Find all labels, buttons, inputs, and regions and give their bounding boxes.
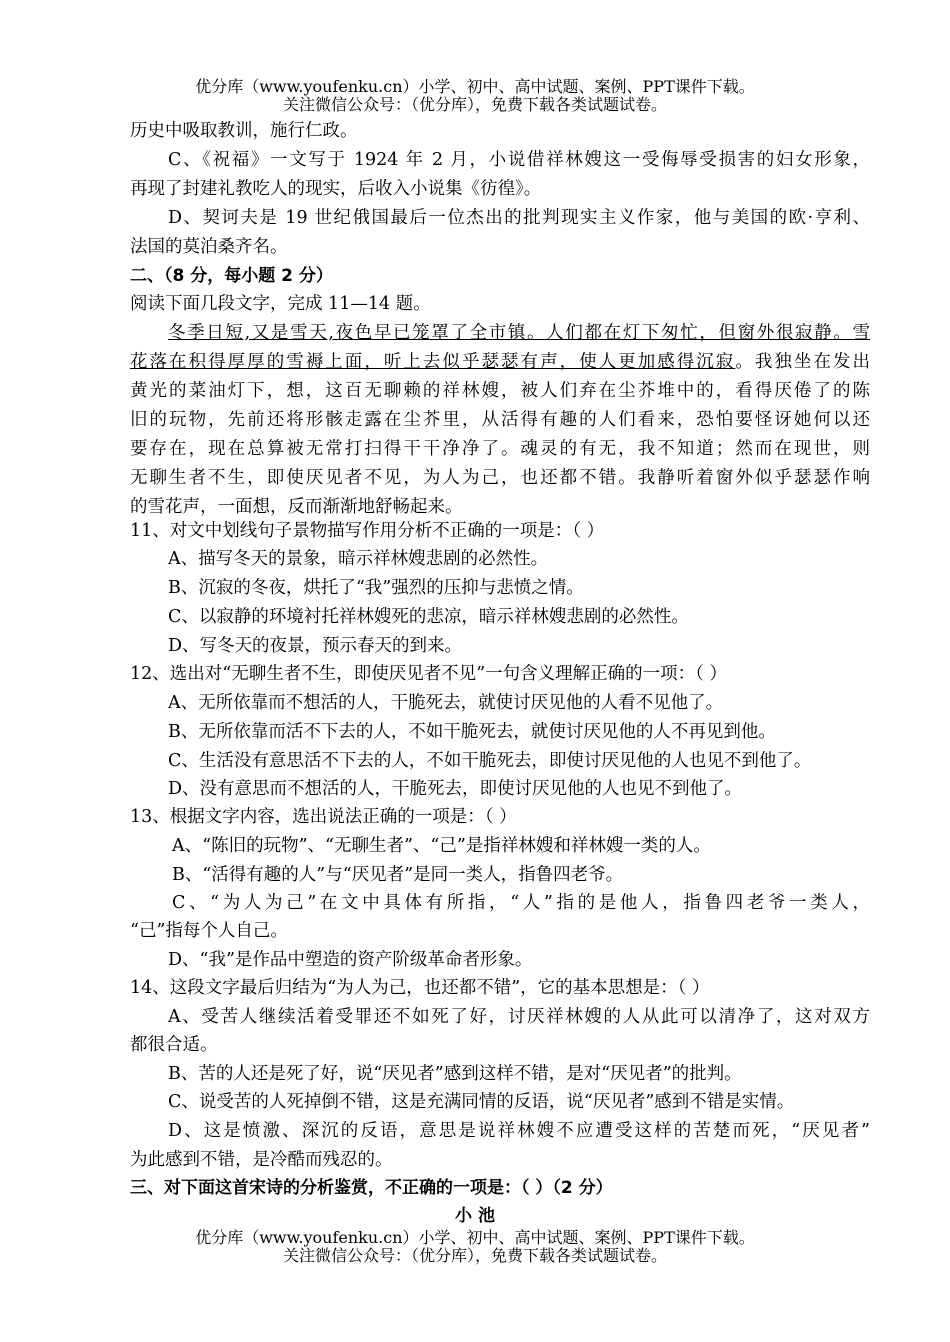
question-12-option-c: C、生活没有意思活不下去的人，不如干脆死去，即使讨厌见他的人也见不到他了。: [168, 751, 812, 771]
prev-option-c-cont: 再现了封建礼教吃人的现实，后收入小说集《彷徨》。: [130, 179, 542, 199]
section-2-intro: 阅读下面几段文字，完成 11—14 题。: [130, 294, 431, 314]
question-12-option-d: D、没有意思而不想活的人，干脆死去，即使讨厌见他的人也见不到他了。: [168, 779, 743, 799]
passage-line-3: 黄光的菜油灯下，想，这百无聊赖的祥林嫂，被人们弃在尘芥堆中的，看得厌倦了的陈: [130, 381, 870, 401]
question-13-stem: 13、根据文字内容，选出说法正确的一项是：（ ）: [130, 807, 517, 827]
prev-option-c: C、《祝福》一文写于 1924 年 2 月，小说借祥林嫂这一受侮辱受损害的妇女形象，: [168, 150, 870, 170]
question-11-option-b: B、沉寂的冬夜，烘托了“我”强烈的压抑与悲愤之情。: [168, 578, 584, 598]
question-12-option-a: A、无所依靠而不想活的人，干脆死去，就使讨厌见他的人看不见他了。: [168, 693, 724, 713]
section-3-heading: 三、对下面这首宋诗的分析鉴赏，不正确的一项是：（ ）（2 分）: [130, 1178, 613, 1198]
section-2-heading: 二、（8 分，每小题 2 分）: [130, 266, 333, 286]
poem-title: 小 池: [455, 1206, 495, 1226]
question-13-option-a: A、“陈旧的玩物”、“无聊生者”、“己”是指祥林嫂和祥林嫂一类的人。: [172, 836, 711, 856]
footer-line-1: 优分库（www.youfenku.cn）小学、初中、高中试题、案例、PPT课件下载。: [195, 1228, 755, 1247]
passage-line-2-rest: 。我独坐在发出: [735, 352, 871, 372]
question-11-option-d: D、写冬天的夜景，预示春天的到来。: [168, 636, 463, 656]
passage-line-1: 冬季日短,又是雪天,夜色早已笼罩了全市镇。人们都在灯下匆忙，但窗外很寂静。雪: [168, 323, 870, 343]
passage-line-2: [130, 351, 870, 373]
question-11-option-c: C、以寂静的环境衬托祥林嫂死的悲凉，暗示祥林嫂悲剧的必然性。: [168, 607, 689, 627]
question-13-option-b: B、“活得有趣的人”与“厌见者”是同一类人，指鲁四老爷。: [172, 865, 624, 885]
question-14-option-d: D、这是愤激、深沉的反语，意思是说祥林嫂不应遭受这样的苦楚而死，“厌见者”: [168, 1121, 870, 1141]
question-14-option-a-cont: 都很合适。: [130, 1035, 218, 1055]
prev-option-d: D、契诃夫是 19 世纪俄国最后一位杰出的批判现实主义作家，他与美国的欧·亨利、: [168, 208, 870, 228]
question-11-option-a: A、描写冬天的景象，暗示祥林嫂悲剧的必然性。: [168, 549, 549, 569]
prev-option-d-cont: 法国的莫泊桑齐名。: [130, 237, 288, 257]
question-14-option-d-cont: 为此感到不错，是冷酷而残忍的。: [130, 1150, 393, 1170]
question-14-stem: 14、这段文字最后归结为“为人为己，也还都不错”，它的基本思想是：（ ）: [130, 978, 710, 998]
passage-line-6: 无聊生者不生，即使厌见者不见，为人为己，也还都不错。我静听着窗外似乎瑟瑟作响: [130, 468, 870, 488]
question-13-option-d: D、“我”是作品中塑造的资产阶级革命者形象。: [168, 950, 533, 970]
passage-line-7: 的雪花声，一面想，反而渐渐地舒畅起来。: [130, 497, 463, 517]
question-14-option-a: A、受苦人继续活着受罪还不如死了好，讨厌祥林嫂的人从此可以清净了，这对双方: [168, 1007, 870, 1027]
footer-line-2: 关注微信公众号：（优分库），免费下载各类试题试卷。: [282, 1246, 667, 1265]
question-13-option-c-cont: “己”指每个人自己。: [130, 921, 288, 941]
prev-text-line: 历史中吸取教训，施行仁政。: [130, 121, 358, 141]
question-14-option-c: C、说受苦的人死掉倒不错，这是充满同情的反语，说“厌见者”感到不错是实情。: [168, 1092, 795, 1112]
header-line-2: 关注微信公众号：（优分库），免费下载各类试题试卷。: [282, 95, 667, 114]
question-12-stem: 12、选出对“无聊生者不生，即使厌见者不见”一句含义理解正确的一项：（ ）: [130, 664, 727, 684]
question-14-option-b: B、苦的人还是死了好，说“厌见者”感到这样不错，是对“厌见者”的批判。: [168, 1064, 742, 1084]
underlined-sentence: 花落在积得厚厚的雪褥上面，听上去似乎瑟瑟有声，使人更加感得沉寂: [130, 352, 736, 372]
question-12-option-b: B、无所依靠而活不下去的人，不如干脆死去，就使讨厌见他的人不再见到他。: [168, 722, 776, 742]
passage-line-5: 要存在，现在总算被无常打扫得干干净净了。魂灵的有无，我不知道；然而在现世，则: [130, 439, 870, 459]
question-13-option-c: C、“为人为己”在文中具体有所指，“人”指的是他人，指鲁四老爷一类人，: [172, 893, 870, 913]
question-11-stem: 11、对文中划线句子景物描写作用分析不正确的一项是：（ ）: [130, 521, 605, 541]
header-line-1: 优分库（www.youfenku.cn）小学、初中、高中试题、案例、PPT课件下载。: [195, 77, 755, 96]
passage-line-4: 旧的玩物，先前还将形骸走露在尘芥里，从活得有趣的人们看来，恐怕要怪讶她何以还: [130, 410, 870, 430]
